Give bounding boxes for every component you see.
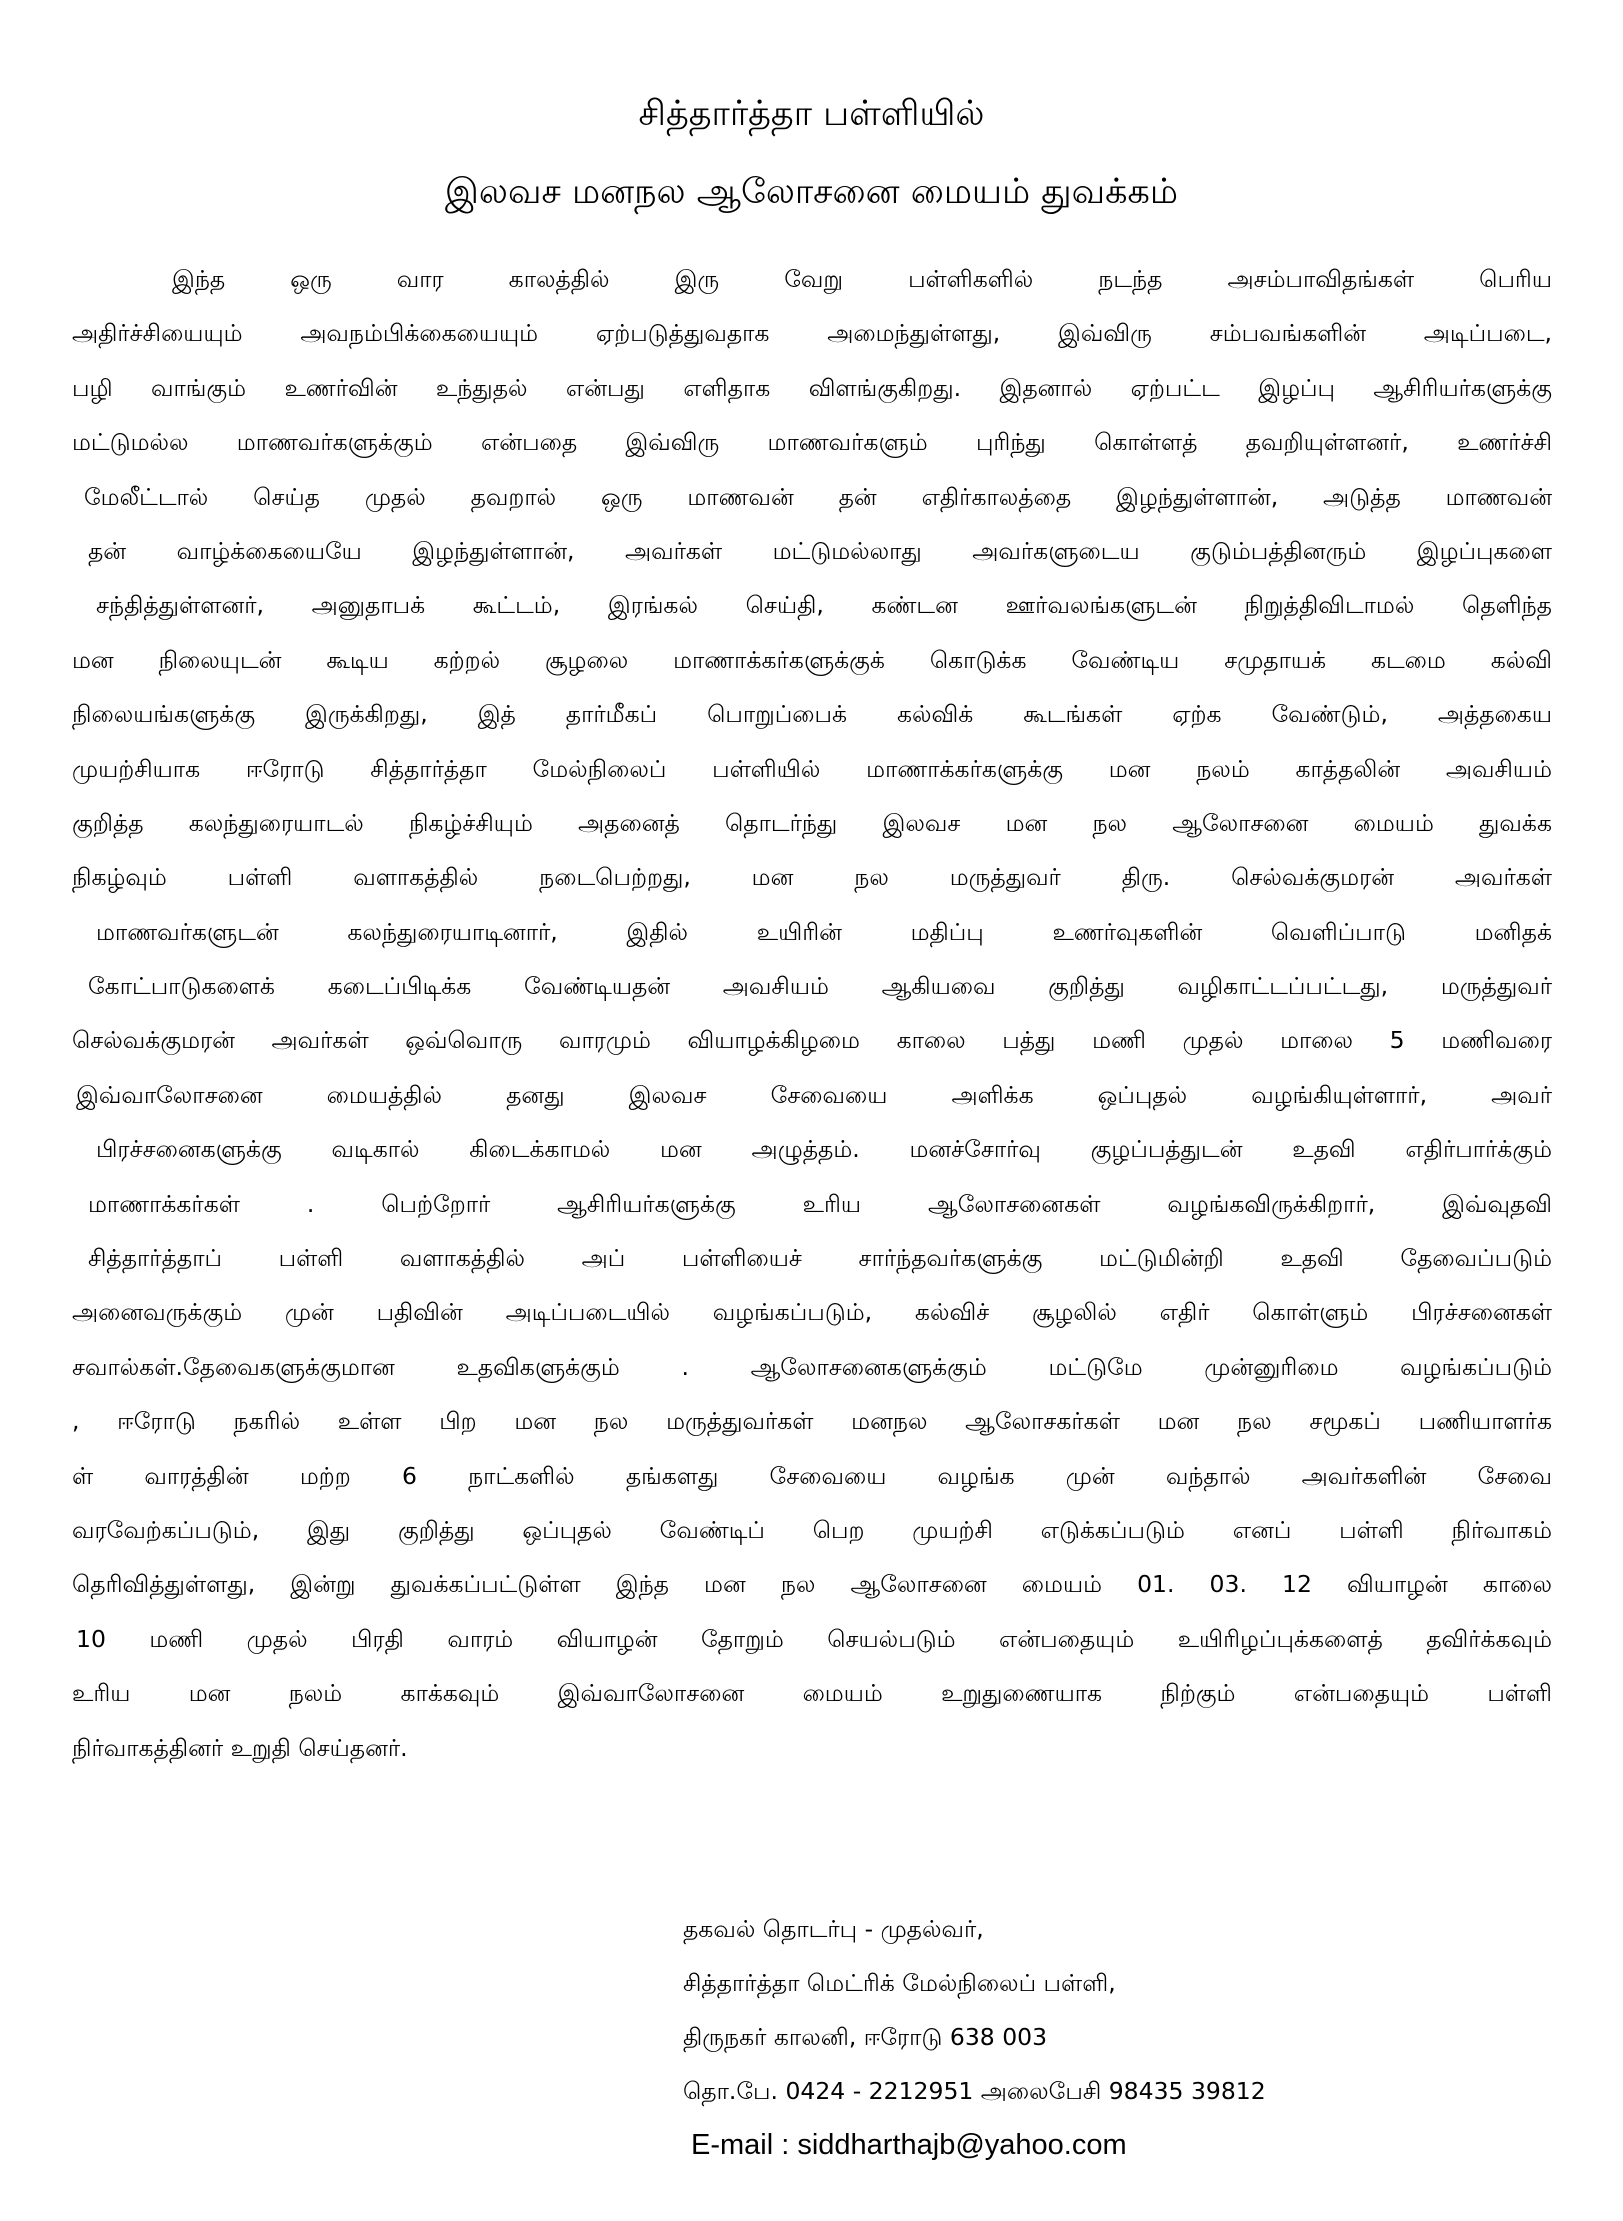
body-line: நிகழ்வும் பள்ளி வளாகத்தில் நடைபெற்றது, மன நல மருத்துவர் திரு. செல்வக்குமரன் அவர்கள் xyxy=(72,863,1552,892)
body-line: மாணாக்கர்கள் . பெற்றோர் ஆசிரியர்களுக்கு உரிய ஆலோசனைகள் வழங்கவிருக்கிறார், இவ்வுதவி xyxy=(88,1189,1552,1218)
contact-email: E-mail : siddharthajb@yahoo.com xyxy=(691,2129,1127,2161)
body-line: இந்த ஒரு வார காலத்தில் இரு வேறு பள்ளிகளில் நடந்த அசம்பாவிதங்கள் பெரிய xyxy=(172,265,1552,293)
body-line: மாணவர்களுடன் கலந்துரையாடினார், இதில் உயிரின் மதிப்பு உணர்வுகளின் வெளிப்பாடு மனிதக் xyxy=(96,917,1552,946)
body-line: தன் வாழ்க்கையையே இழந்துள்ளான், அவர்கள் மட்டுமல்லாது அவர்களுடைய குடும்பத்தினரும் இழப்புகளை xyxy=(88,536,1552,565)
body-line: 10 மணி முதல் பிரதி வாரம் வியாழன் தோறும் செயல்படும் என்பதையும் உயிரிழப்புக்களைத் தவிர்க்கவும் xyxy=(76,1624,1552,1653)
article-body xyxy=(72,252,1552,1775)
body-line: கோட்பாடுகளைக் கடைப்பிடிக்க வேண்டியதன் அவசியம் ஆகியவை குறித்து வழிகாட்டப்பட்டது, மருத்துவர் xyxy=(88,972,1552,1001)
body-line: அனைவருக்கும் முன் பதிவின் அடிப்படையில் வழங்கப்படும், கல்விச் சூழலில் எதிர் கொள்ளும் பிரச்சனைகள் xyxy=(72,1298,1552,1327)
body-line: மட்டுமல்ல மாணவர்களுக்கும் என்பதை இவ்விரு மாணவர்களும் புரிந்து கொள்ளத் தவறியுள்ளனர், உணர்ச்சி xyxy=(72,428,1552,457)
contact-block xyxy=(683,1902,1583,2172)
body-line: சவால்கள்.தேவைகளுக்குமான உதவிகளுக்கும் . ஆலோசனைகளுக்கும் மட்டுமே முன்னுரிமை வழங்கப்படும் xyxy=(72,1352,1552,1381)
contact-phone: தொ.பே. 0424 - 2212951 அலைபேசி 98435 39812 xyxy=(683,2077,1266,2105)
title-line-2: இலவச மனநல ஆலோசனை மையம் துவக்கம் xyxy=(444,172,1179,212)
contact-address: திருநகர் காலனி, ஈரோடு 638 003 xyxy=(683,2023,1048,2051)
body-line: உரிய மன நலம் காக்கவும் இவ்வாலோசனை மையம் உறுதுணையாக நிற்கும் என்பதையும் பள்ளி xyxy=(72,1679,1552,1708)
body-line: மேலீட்டால் செய்த முதல் தவறால் ஒரு மாணவன் தன் எதிர்காலத்தை இழந்துள்ளான், அடுத்த மாணவன் xyxy=(84,482,1552,511)
body-line: வரவேற்கப்படும், இது குறித்து ஒப்புதல் வேண்டிப் பெற முயற்சி எடுக்கப்படும் எனப் பள்ளி நிர்வாகம் xyxy=(72,1515,1552,1544)
body-line: குறித்த கலந்துரையாடல் நிகழ்ச்சியும் அதனைத் தொடர்ந்து இலவச மன நல ஆலோசனை மையம் துவக்க xyxy=(72,808,1552,837)
body-line: , ஈரோடு நகரில் உள்ள பிற மன நல மருத்துவர்கள் மனநல ஆலோசகர்கள் மன நல சமூகப் பணியாளர்க xyxy=(72,1407,1552,1436)
contact-school-name: சித்தார்த்தா மெட்ரிக் மேல்நிலைப் பள்ளி, xyxy=(683,1969,1116,1997)
body-line: அதிர்ச்சியையும் அவநம்பிக்கையையும் ஏற்படுத்துவதாக அமைந்துள்ளது, இவ்விரு சம்பவங்களின் அடிப்படை, xyxy=(72,319,1552,348)
body-line: முயற்சியாக ஈரோடு சித்தார்த்தா மேல்நிலைப் பள்ளியில் மாணாக்கர்களுக்கு மன நலம் காத்தலின் அவசியம் xyxy=(72,754,1552,783)
body-line: நிர்வாகத்தினர் உறுதி செய்தனர். xyxy=(72,1733,408,1762)
body-line: பழி வாங்கும் உணர்வின் உந்துதல் என்பது எளிதாக விளங்குகிறது. இதனால் ஏற்பட்ட இழப்பு ஆசிரியர்களுக்கு xyxy=(72,373,1552,402)
title-line-1: சித்தார்த்தா பள்ளியில் xyxy=(638,94,985,134)
body-line: இவ்வாலோசனை மையத்தில் தனது இலவச சேவையை அளிக்க ஒப்புதல் வழங்கியுள்ளார், அவர் xyxy=(76,1080,1552,1109)
body-line: ள் வாரத்தின் மற்ற 6 நாட்களில் தங்களது சேவையை வழங்க முன் வந்தால் அவர்களின் சேவை xyxy=(72,1461,1552,1490)
body-line: பிரச்சனைகளுக்கு வடிகால் கிடைக்காமல் மன அழுத்தம். மனச்சோர்வு குழப்பத்துடன் உதவி எதிர்பார்க்கும் xyxy=(96,1135,1552,1164)
body-line: தெரிவித்துள்ளது, இன்று துவக்கப்பட்டுள்ள இந்த மன நல ஆலோசனை மையம் 01. 03. 12 வியாழன் காலை xyxy=(72,1570,1552,1599)
body-line: செல்வக்குமரன் அவர்கள் ஒவ்வொரு வாரமும் வியாழக்கிழமை காலை பத்து மணி முதல் மாலை 5 மணிவரை xyxy=(72,1026,1552,1055)
body-line: சந்தித்துள்ளனர், அனுதாபக் கூட்டம், இரங்கல் செய்தி, கண்டன ஊர்வலங்களுடன் நிறுத்திவிடாமல் தெளிந்த xyxy=(96,591,1552,620)
contact-line: தகவல் தொடர்பு - முதல்வர், xyxy=(683,1915,984,1943)
body-line: சித்தார்த்தாப் பள்ளி வளாகத்தில் அப் பள்ளியைச் சார்ந்தவர்களுக்கு மட்டுமின்றி உதவி தேவைப்படும் xyxy=(88,1244,1552,1273)
body-line: மன நிலையுடன் கூடிய கற்றல் சூழலை மாணாக்கர்களுக்குக் கொடுக்க வேண்டிய சமுதாயக் கடமை கல்வி xyxy=(72,645,1552,674)
body-line: நிலையங்களுக்கு இருக்கிறது, இத் தார்மீகப் பொறுப்பைக் கல்விக் கூடங்கள் ஏற்க வேண்டும், அத்தகைய xyxy=(72,700,1552,729)
